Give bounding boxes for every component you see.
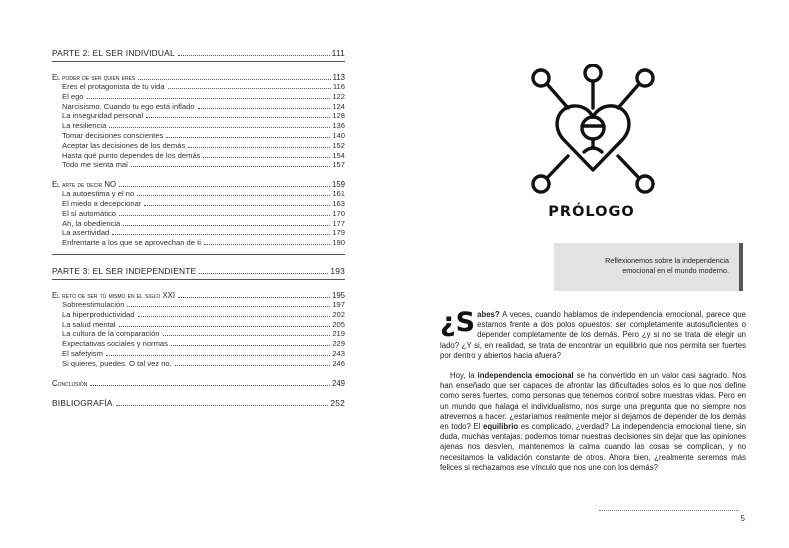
toc-item-page: 190	[332, 238, 345, 248]
toc-item-title: Hasta qué punto dependes de los demás	[62, 150, 201, 160]
toc-item-page: 229	[332, 339, 345, 349]
toc-leader	[138, 79, 330, 80]
toc-item[interactable]	[52, 359, 345, 369]
toc-item[interactable]	[52, 339, 345, 349]
toc-chapter-page: 113	[332, 73, 345, 82]
toc-item-title: La cultura de la comparación	[62, 329, 160, 339]
toc-item-page: 243	[332, 348, 345, 358]
toc-leader	[171, 345, 330, 346]
toc-leader	[119, 326, 331, 327]
toc-chapter-page: 159	[331, 180, 345, 190]
toc-leader	[87, 98, 331, 99]
toc-part-2-page: 111	[331, 48, 345, 58]
toc-item[interactable]	[52, 160, 345, 170]
toc-item-title: La resiliencia	[62, 121, 107, 131]
toc-item-title: La hiperproductividad	[62, 309, 135, 319]
toc-item-title: La asertividad	[62, 228, 110, 238]
toc-item-title: El sí automático	[62, 208, 117, 218]
toc-item-page: 122	[332, 91, 345, 101]
toc-part-2-title: PARTE 2: EL SER INDIVIDUAL	[52, 48, 175, 58]
toc-item-title: Ah, la obediencia	[62, 218, 121, 228]
toc-leader	[119, 215, 330, 216]
toc-item[interactable]	[52, 111, 345, 121]
toc-item-page: 246	[332, 358, 345, 368]
toc-item-page: 219	[332, 329, 345, 339]
toc-item[interactable]	[52, 121, 345, 131]
toc-leader	[204, 244, 330, 245]
toc-item-page: 197	[332, 299, 345, 309]
toc-leader	[175, 365, 331, 366]
toc-chapter-title: El poder de ser quien eres	[52, 73, 136, 82]
toc-chapter-3[interactable]	[52, 291, 345, 300]
toc-leader	[203, 157, 330, 158]
toc-item-page: 177	[332, 218, 345, 228]
toc-item-title: Aceptar las decisiones de los demás	[62, 140, 186, 150]
paragraph-1-text: A veces, cuando hablamos de independencia emocional, parece que estamos frente a dos polos opuestos: ser completamente autosuficientes o depender completamente de los demás. Pero ¿y si no se trata de elegir un lado? ¿Y si, en realidad, se trata de encontrar un equilibrio que nos permita ser fuertes por dentro y abiertos hacia afuera?	[440, 310, 746, 360]
toc-item[interactable]	[52, 320, 345, 330]
toc-item-title: Si quieres, puedes. O tal vez no.	[62, 358, 172, 368]
left-page	[0, 0, 394, 548]
toc-chapter-title: El arte de decir NO	[52, 180, 117, 190]
paragraph-2-text-a: Hoy, la	[450, 371, 478, 381]
toc-leader	[106, 355, 330, 356]
toc-item-page: 202	[332, 309, 345, 319]
toc-item[interactable]	[52, 209, 345, 219]
paragraph-2-bold-b: equilibrio	[483, 422, 519, 432]
toc-item[interactable]	[52, 102, 345, 112]
toc-item-title: El safetyism	[62, 348, 103, 358]
toc-item-page: 161	[332, 189, 345, 199]
toc-item-page: 116	[332, 82, 345, 91]
toc-item[interactable]	[52, 329, 345, 339]
toc-item[interactable]	[52, 151, 345, 161]
toc-chapter-2-items	[52, 189, 345, 248]
toc-item[interactable]	[52, 92, 345, 102]
toc-leader	[123, 225, 330, 226]
toc-bibliography-page: 252	[330, 397, 345, 408]
toc-chapter-2[interactable]	[52, 180, 345, 189]
toc-item[interactable]	[52, 189, 345, 199]
toc-item-title: El miedo a decepcionar	[62, 198, 142, 208]
toc-item-title: La autoestima y el no	[62, 189, 135, 199]
toc-bibliography[interactable]	[52, 398, 345, 408]
toc-part-2[interactable]	[52, 48, 345, 58]
toc-item[interactable]	[52, 82, 345, 92]
toc-item-page: 124	[332, 101, 345, 111]
toc-item[interactable]	[52, 228, 345, 238]
toc-leader	[137, 195, 330, 196]
toc-part-3-title: PARTE 3: EL SER INDEPENDIENTE	[52, 265, 197, 276]
toc-divider	[52, 61, 345, 62]
toc-leader	[188, 147, 330, 148]
toc-item-page: 163	[332, 198, 345, 208]
toc-divider	[52, 279, 345, 280]
toc-item[interactable]	[52, 349, 345, 359]
toc-leader	[199, 273, 328, 274]
toc-leader	[144, 205, 330, 206]
toc-leader	[131, 166, 330, 167]
toc-part-3[interactable]	[52, 266, 345, 276]
spacer	[52, 388, 345, 398]
toc-item-title: Todo me sienta mal	[62, 160, 128, 170]
toc-item[interactable]	[52, 310, 345, 320]
toc-chapter-page: 195	[331, 290, 345, 300]
toc-item-title: Eres el protagonista de tu vida	[62, 82, 165, 91]
toc-chapter-title: El reto de ser tú mismo en el siglo XXI	[52, 290, 176, 300]
toc-item-page: 179	[332, 228, 345, 238]
toc-item[interactable]	[52, 199, 345, 209]
toc-item-title: La inseguridad personal	[62, 111, 144, 121]
quote-box	[554, 243, 743, 291]
toc-conclusion-page: 249	[331, 378, 345, 388]
toc-item-page: 157	[332, 160, 345, 170]
toc-leader	[168, 88, 331, 89]
toc-conclusion[interactable]	[52, 379, 345, 388]
toc-item-title: Tomar decisiones conscientes	[62, 130, 164, 140]
toc-chapter-1[interactable]	[52, 73, 345, 82]
prologue-body	[440, 307, 746, 483]
toc-item-page: 154	[332, 150, 345, 160]
toc-leader	[166, 137, 330, 138]
table-of-contents	[52, 48, 345, 408]
paragraph-2	[440, 371, 746, 473]
right-page	[394, 0, 789, 548]
toc-leader	[112, 234, 330, 235]
toc-leader	[178, 55, 330, 56]
toc-item[interactable]	[52, 219, 345, 229]
quote-text: Reflexionemos sobre la independencia emocional en el mundo moderno.	[605, 256, 729, 275]
toc-chapter-1-items	[52, 82, 345, 170]
paragraph-1-bold: abes?	[477, 310, 500, 319]
toc-item-page: 140	[332, 130, 345, 140]
paragraph-2-text-c: es complicado, ¿verdad? La independencia emocional tiene, sin duda, muchas ventajas: podemos tomar nuestras decisiones sin dejar que las opiniones ajenas nos desvíen, mantenemos la calma cuando las cosas se complican, y no necesitamos la validación constante de otros. Ahora bien, ¿realmente seremos más felices si rechazamos ese vínculo que nos une con los demás?	[440, 422, 746, 472]
toc-leader	[146, 117, 330, 118]
spacer	[52, 369, 345, 379]
dropcap: ¿S	[440, 307, 476, 338]
toc-item-page: 205	[332, 319, 345, 329]
toc-item-title: El ego	[62, 91, 84, 101]
footer-rule	[599, 510, 739, 511]
toc-leader	[116, 405, 329, 406]
paragraph-2-text-b: se ha convertido en un valor casi sagrado. Nos han enseñado que ser capaces de afrontar las dificultades solos es lo que nos define como seres fuertes, como personas que tenemos control sobre nuestras vidas. Pero en un mundo que halaga el individualismo, nos surge una pregunta que no siempre nos atrevemos a hacer: ¿estaríamos realmente mejor si dejamos de depender de los demás en todo? El	[440, 371, 746, 432]
toc-leader	[198, 108, 331, 109]
toc-item[interactable]	[52, 141, 345, 151]
page-number: 5	[740, 514, 745, 523]
toc-item-title: Expectativas sociales y normas	[62, 339, 168, 349]
toc-leader	[138, 316, 331, 317]
toc-leader	[178, 297, 330, 298]
toc-conclusion-title: Conclusión	[52, 378, 88, 388]
paragraph-1	[440, 307, 746, 361]
toc-item[interactable]	[52, 238, 345, 248]
toc-item[interactable]	[52, 131, 345, 141]
toc-item-title: Narcisismo. Cuando tu ego está inflado	[62, 101, 195, 111]
toc-part-3-page: 193	[330, 265, 345, 276]
toc-chapter-3-items	[52, 300, 345, 369]
toc-item-title: Enfrentarte a los que se aprovechan de ti	[62, 238, 201, 248]
toc-leader	[163, 335, 331, 336]
toc-item-title: Sobreestimulación	[62, 299, 125, 309]
heart-network-svg	[528, 64, 658, 194]
toc-divider	[52, 254, 345, 255]
toc-item-page: 170	[332, 208, 345, 218]
paragraph-2-bold-a: independencia emocional	[477, 371, 574, 381]
toc-leader	[119, 186, 330, 187]
toc-item-page: 136	[332, 121, 345, 131]
toc-bibliography-title: BIBLIOGRAFÍA	[52, 397, 113, 408]
toc-item-title: La salud mental	[62, 319, 116, 329]
prologue-title: PRÓLOGO	[548, 204, 635, 220]
toc-item[interactable]	[52, 300, 345, 310]
toc-leader	[109, 127, 330, 128]
toc-item-page: 152	[332, 140, 345, 150]
toc-leader	[127, 306, 330, 307]
toc-leader	[90, 385, 330, 386]
toc-item-page: 128	[332, 111, 345, 121]
spacer	[52, 170, 345, 180]
heart-network-logo-icon	[528, 64, 658, 194]
